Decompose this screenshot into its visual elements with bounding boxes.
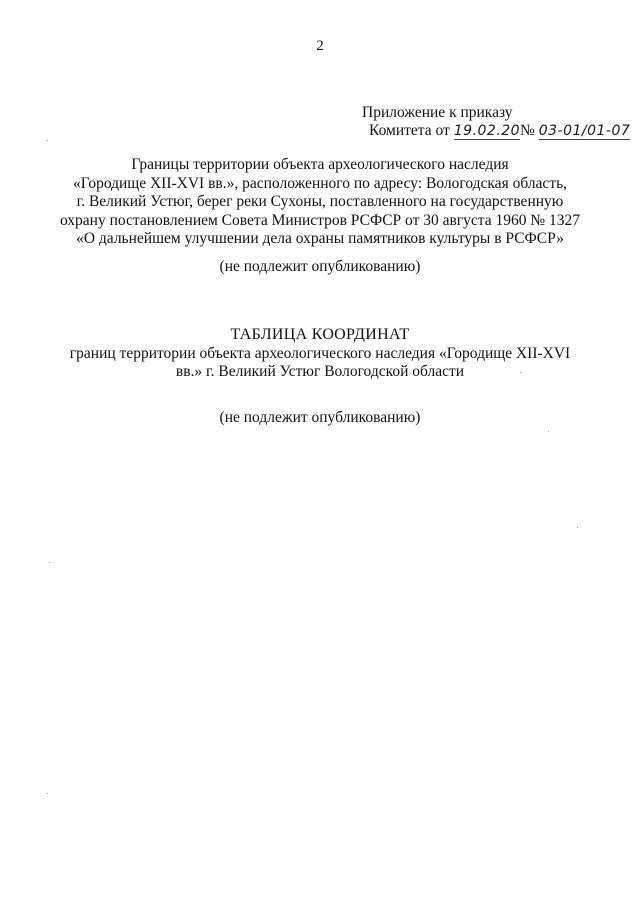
number-sign: № — [520, 122, 535, 139]
scan-speck — [577, 527, 578, 528]
heading-line: «Городище XII-XVI вв.», расположенного по адресу: Вологодская область, — [72, 174, 568, 192]
coordinates-table-heading — [0, 326, 640, 382]
appendix-committee-label: Комитета от — [369, 122, 450, 139]
handwritten-order-number: 03-01/01-07 — [538, 123, 631, 139]
table-title: ТАБЛИЦА КООРДИНАТ — [230, 326, 410, 343]
handwritten-date: 19.02.20 — [453, 123, 521, 139]
heading-line: охрану постановлением Совета Министров РСФСР от 30 августа 1960 № 1327 — [59, 211, 581, 229]
appendix-order-line — [369, 122, 630, 140]
document-heading — [40, 156, 600, 249]
heading-line: «О дальнейшем улучшении дела охраны памятников культуры в РСФСР» — [76, 230, 564, 247]
table-subtitle-line: границ территории объекта археологического наследия «Городище XII-XVI — [69, 344, 571, 362]
appendix-title: Приложение к приказу — [362, 104, 513, 121]
scan-speck — [520, 372, 521, 373]
scan-speck — [49, 562, 50, 563]
not-published-note-2: (не подлежит опубликованию) — [219, 409, 421, 426]
scan-speck — [47, 793, 48, 794]
page-number: 2 — [316, 38, 324, 54]
table-subtitle-line: вв.» г. Великий Устюг Вологодской области — [175, 363, 465, 380]
heading-line: Границы территории объекта археологического наследия — [131, 156, 509, 173]
scan-speck — [548, 431, 549, 432]
scan-speck — [47, 140, 48, 141]
not-published-note: (не подлежит опубликованию) — [219, 258, 421, 275]
heading-line: г. Великий Устюг, берег реки Сухоны, поставленного на государственную — [76, 193, 564, 210]
